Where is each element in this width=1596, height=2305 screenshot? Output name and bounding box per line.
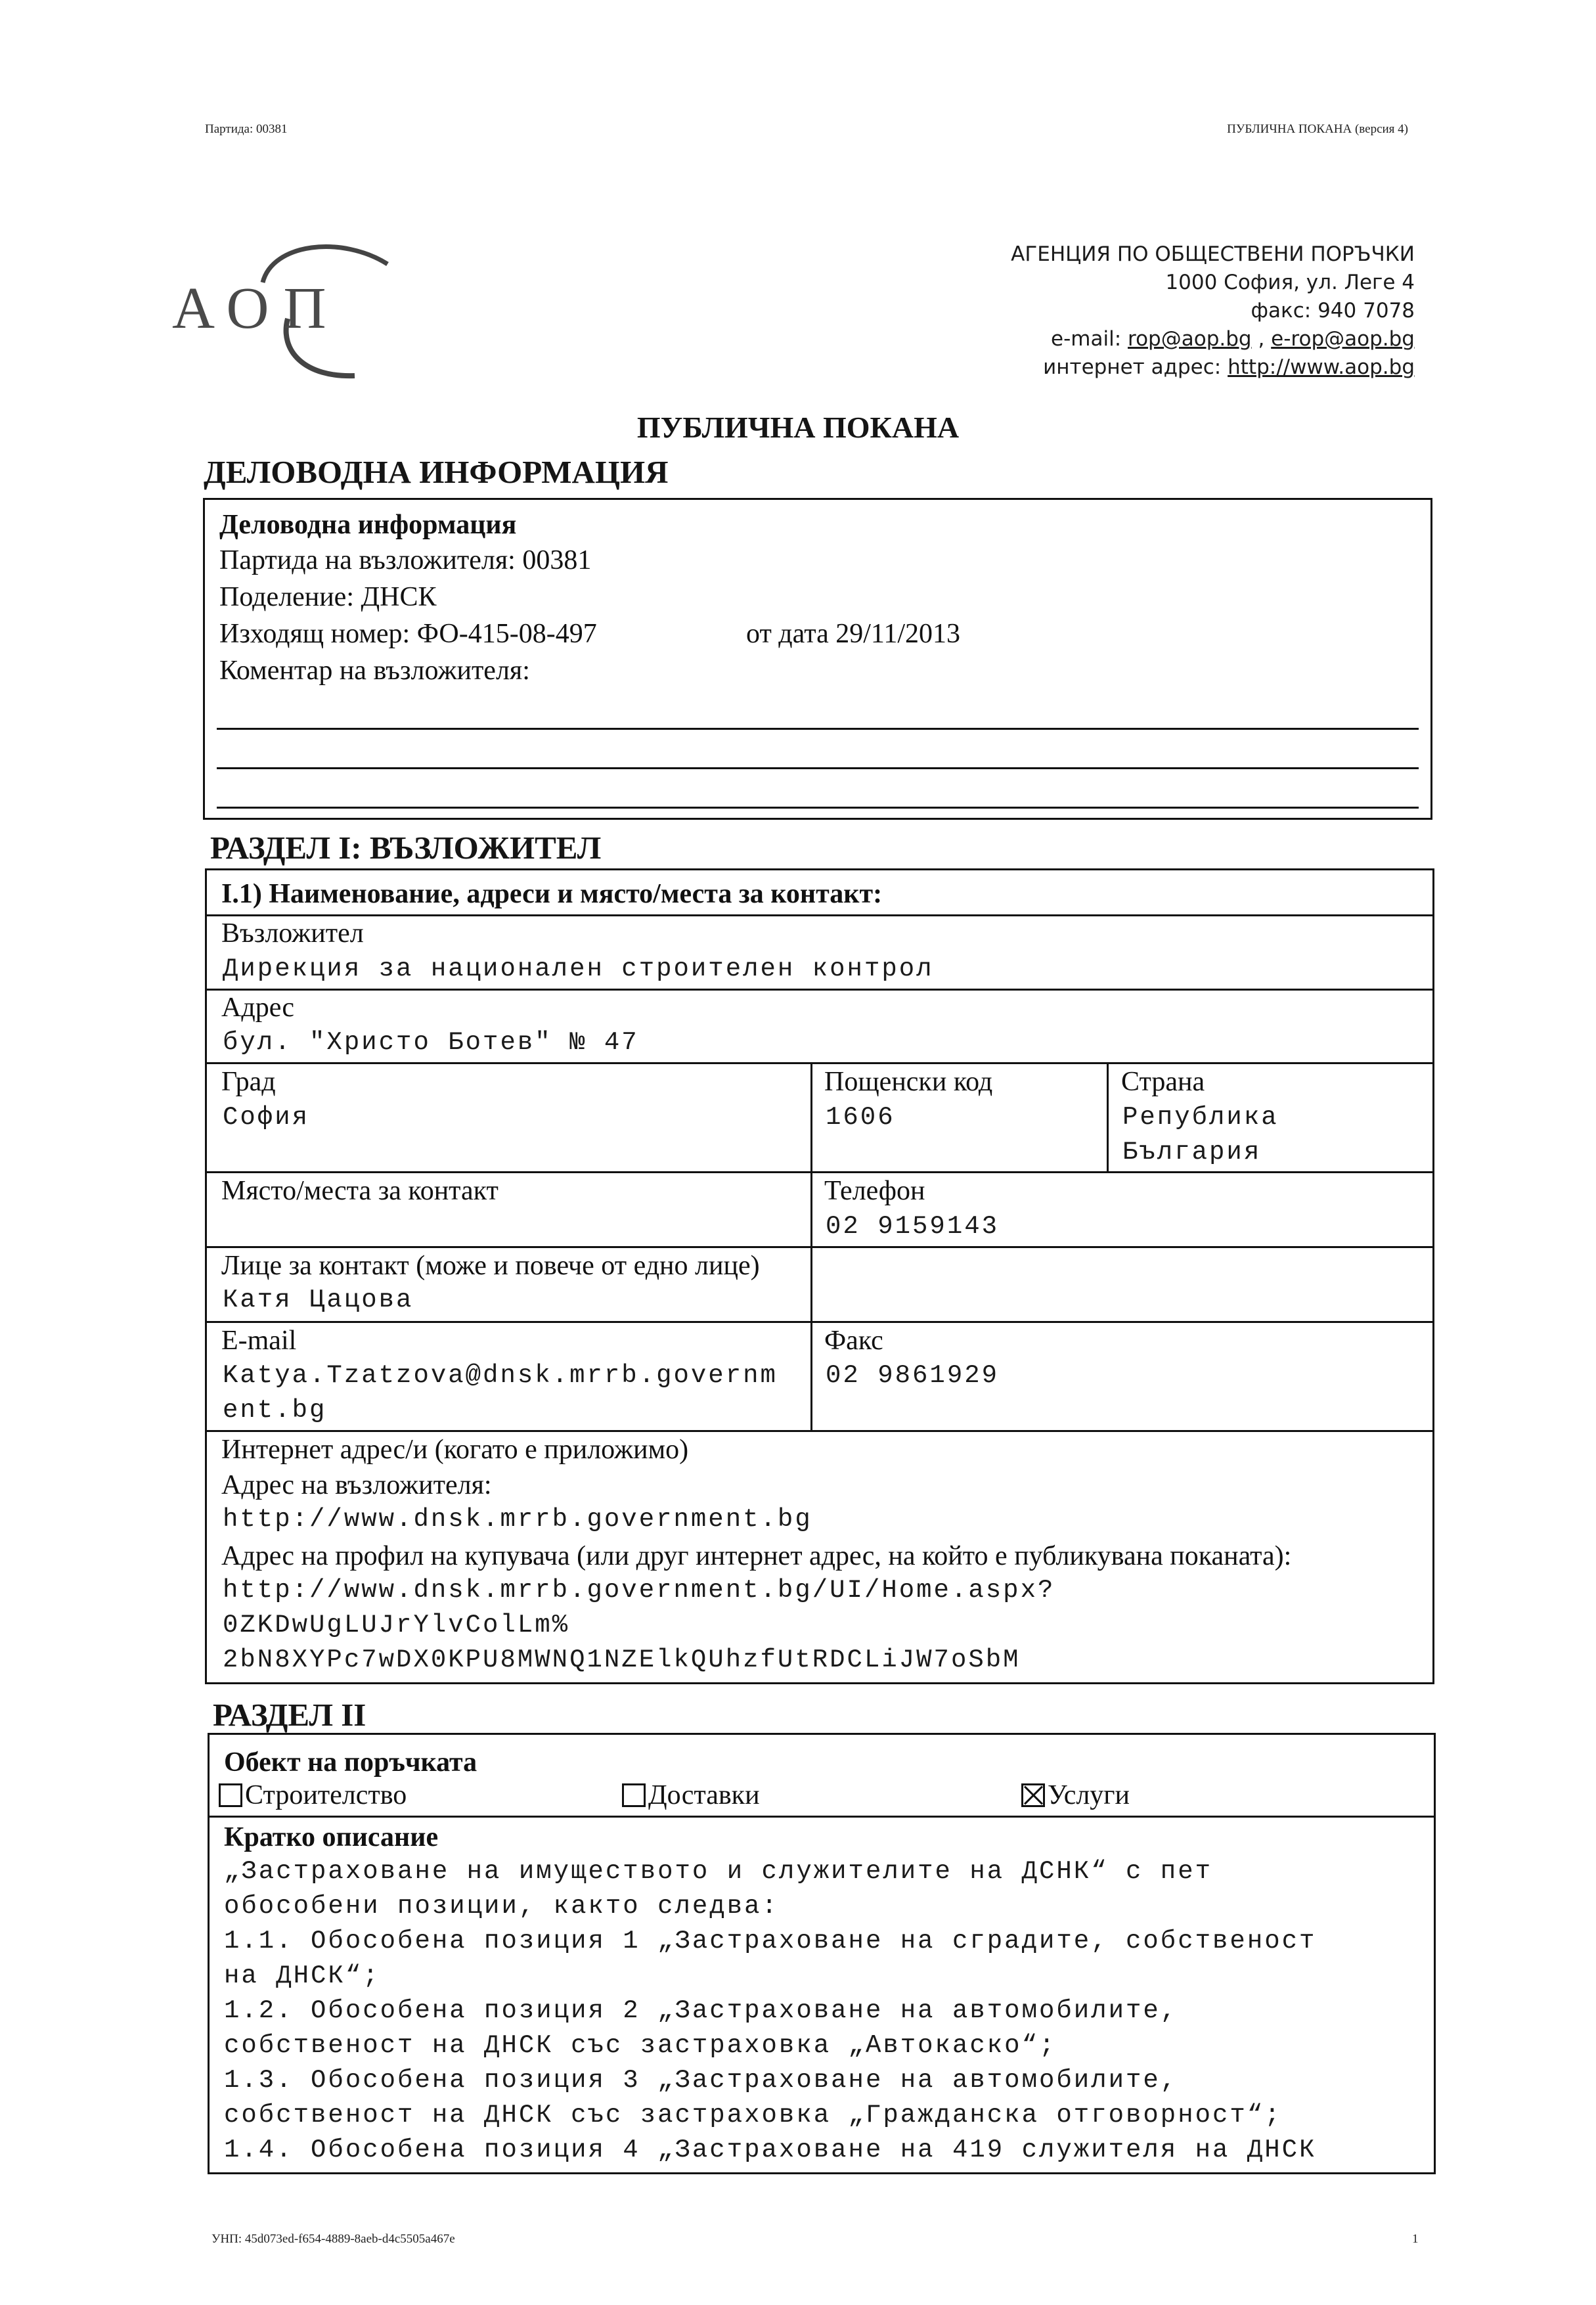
buyer-profile-value-line2: 0ZKDwUgLUJrYlvColLm% <box>223 1611 570 1640</box>
email-separator: , <box>1258 327 1265 351</box>
contact-place-label: Място/места за контакт <box>221 1176 499 1206</box>
fax-label: Факс <box>824 1326 883 1356</box>
contracting-authority-value: Дирекция за национален строителен контрол <box>223 954 934 983</box>
description-line: собственост на ДНСК със застраховка „Автокаско“; <box>224 2031 1057 2060</box>
supplies-label: Доставки <box>648 1780 760 1810</box>
records-box <box>203 498 1432 820</box>
records-section-title: ДЕЛОВОДНА ИНФОРМАЦИЯ <box>204 454 669 490</box>
option-services[interactable] <box>1021 1778 1130 1812</box>
phone-label: Телефон <box>824 1176 925 1206</box>
records-date: от дата 29/11/2013 <box>746 619 961 649</box>
buyer-profile-value-line3: 2bN8XYPc7wDX0KPU8MWNQ1NZElkQUhzfUtRDCLiJW7oSbM <box>223 1645 1021 1674</box>
row-divider <box>207 914 1432 916</box>
description-line: 1.2. Обособена позиция 2 „Застраховане на автомобилите, <box>224 1996 1178 2025</box>
column-divider <box>810 1321 812 1431</box>
email-link-erop[interactable]: e-rop@aop.bg <box>1271 327 1415 351</box>
agency-email-line <box>1011 325 1415 353</box>
address-label: Адрес <box>221 993 295 1023</box>
postal-code-label: Пощенски код <box>824 1067 993 1097</box>
short-description-label: Кратко описание <box>224 1822 439 1852</box>
option-supplies[interactable] <box>622 1778 760 1812</box>
agency-fax: факс: 940 7078 <box>1251 299 1415 323</box>
description-line: 1.3. Обособена позиция 3 „Застраховане на автомобилите, <box>224 2066 1178 2095</box>
row-divider <box>207 989 1432 991</box>
country-value-line1: Република <box>1122 1103 1279 1132</box>
country-label: Страна <box>1121 1067 1205 1097</box>
contact-person-value: Катя Цацова <box>223 1286 414 1314</box>
description-line: собственост на ДНСК със застраховка „Гражданска отговорност“; <box>224 2101 1282 2130</box>
internet-label: Интернет адрес/и (когато е приложимо) <box>221 1435 689 1465</box>
contracting-authority-label: Възложител <box>221 918 364 949</box>
description-line: „Застраховане на имуществото и служителите на ДСНК“ с пет <box>224 1857 1213 1886</box>
short-description-text <box>224 1854 1316 2168</box>
buyer-profile-label: Адрес на профил на купувача (или друг интернет адрес, на който е публикувана поканата): <box>221 1541 1292 1571</box>
fax-value: 02 9861929 <box>826 1361 1000 1390</box>
city-label: Град <box>221 1067 276 1097</box>
section1-heading: I.1) Наименование, адреси и място/места за контакт: <box>221 879 883 909</box>
row-divider <box>207 1430 1432 1432</box>
email-value-line1: Katya.Tzatzova@dnsk.mrrb.governm <box>223 1361 778 1390</box>
web-link[interactable]: http://www.aop.bg <box>1228 355 1415 379</box>
records-outgoing-number: Изходящ номер: ФО-415-08-497 <box>219 619 597 649</box>
construction-checkbox[interactable] <box>219 1783 242 1807</box>
phone-value: 02 9159143 <box>826 1212 1000 1241</box>
description-line: 1.4. Обособена позиция 4 „Застраховане на 419 служителя на ДНСК <box>224 2136 1317 2164</box>
column-divider <box>810 1062 812 1325</box>
row-divider <box>207 1171 1432 1173</box>
comment-line-2 <box>217 767 1419 769</box>
page-number: 1 <box>1412 2232 1419 2246</box>
row-divider <box>207 1246 1432 1248</box>
buyer-profile-value-line1: http://www.dnsk.mrrb.government.bg/UI/Home.aspx? <box>223 1576 1055 1605</box>
procurement-object-label: Обект на поръчката <box>224 1747 477 1778</box>
logo-text: АОП <box>172 276 341 341</box>
buyer-address-value: http://www.dnsk.mrrb.government.bg <box>223 1505 812 1534</box>
page-title: ПУБЛИЧНА ПОКАНА <box>636 411 960 444</box>
comment-line-3 <box>217 807 1419 809</box>
agency-block <box>1011 240 1415 382</box>
email-prefix: e-mail: <box>1051 327 1122 351</box>
email-value-line2: ent.bg <box>223 1396 327 1425</box>
services-label: Услуги <box>1048 1780 1130 1810</box>
buyer-address-label: Адрес на възложителя: <box>221 1470 492 1500</box>
contracting-authority-box <box>205 868 1434 1684</box>
agency-name: АГЕНЦИЯ ПО ОБЩЕСТВЕНИ ПОРЪЧКИ <box>1011 242 1415 266</box>
description-line: обособени позиции, както следва: <box>224 1892 779 1921</box>
procurement-object-box <box>208 1733 1436 2174</box>
option-construction[interactable] <box>219 1778 407 1812</box>
agency-web-line <box>1011 353 1415 382</box>
section2-title: РАЗДЕЛ II <box>213 1697 366 1733</box>
construction-label: Строителство <box>245 1780 407 1810</box>
section1-title: РАЗДЕЛ I: ВЪЗЛОЖИТЕЛ <box>210 830 602 866</box>
city-value: София <box>223 1103 310 1132</box>
country-value-line2: България <box>1122 1138 1262 1167</box>
address-value: бул. "Христо Ботев" № 47 <box>223 1028 639 1057</box>
row-divider <box>207 1321 1432 1323</box>
description-line: на ДНСК“; <box>224 1961 380 1990</box>
comment-line-1 <box>217 728 1419 730</box>
party-header: Партида: 00381 <box>205 122 288 136</box>
document-version: ПУБЛИЧНА ПОКАНА (версия 4) <box>1227 122 1408 136</box>
supplies-checkbox[interactable] <box>622 1783 646 1807</box>
postal-code-value: 1606 <box>826 1103 895 1132</box>
agency-address: 1000 София, ул. Леге 4 <box>1165 271 1415 294</box>
description-line: 1.1. Обособена позиция 1 „Застраховане на сградите, собственост <box>224 1927 1317 1956</box>
records-party: Партида на възложителя: 00381 <box>219 545 592 575</box>
row-divider <box>210 1816 1434 1818</box>
email-link-rop[interactable]: rop@aop.bg <box>1128 327 1252 351</box>
records-comment-label: Коментар на възложителя: <box>219 656 530 686</box>
row-divider <box>207 1062 1432 1064</box>
records-division: Поделение: ДНСК <box>219 582 437 612</box>
email-label: E-mail <box>221 1326 297 1356</box>
contact-person-label: Лице за контакт (може и повече от едно лице) <box>221 1251 760 1281</box>
footer-unp: УНП: 45d073ed-f654-4889-8aeb-d4c5505a467e <box>211 2232 455 2246</box>
web-prefix: интернет адрес: <box>1043 355 1222 379</box>
records-box-title: Деловодна информация <box>219 510 517 540</box>
services-checkbox-checked[interactable] <box>1021 1783 1045 1807</box>
column-divider <box>1107 1062 1109 1173</box>
